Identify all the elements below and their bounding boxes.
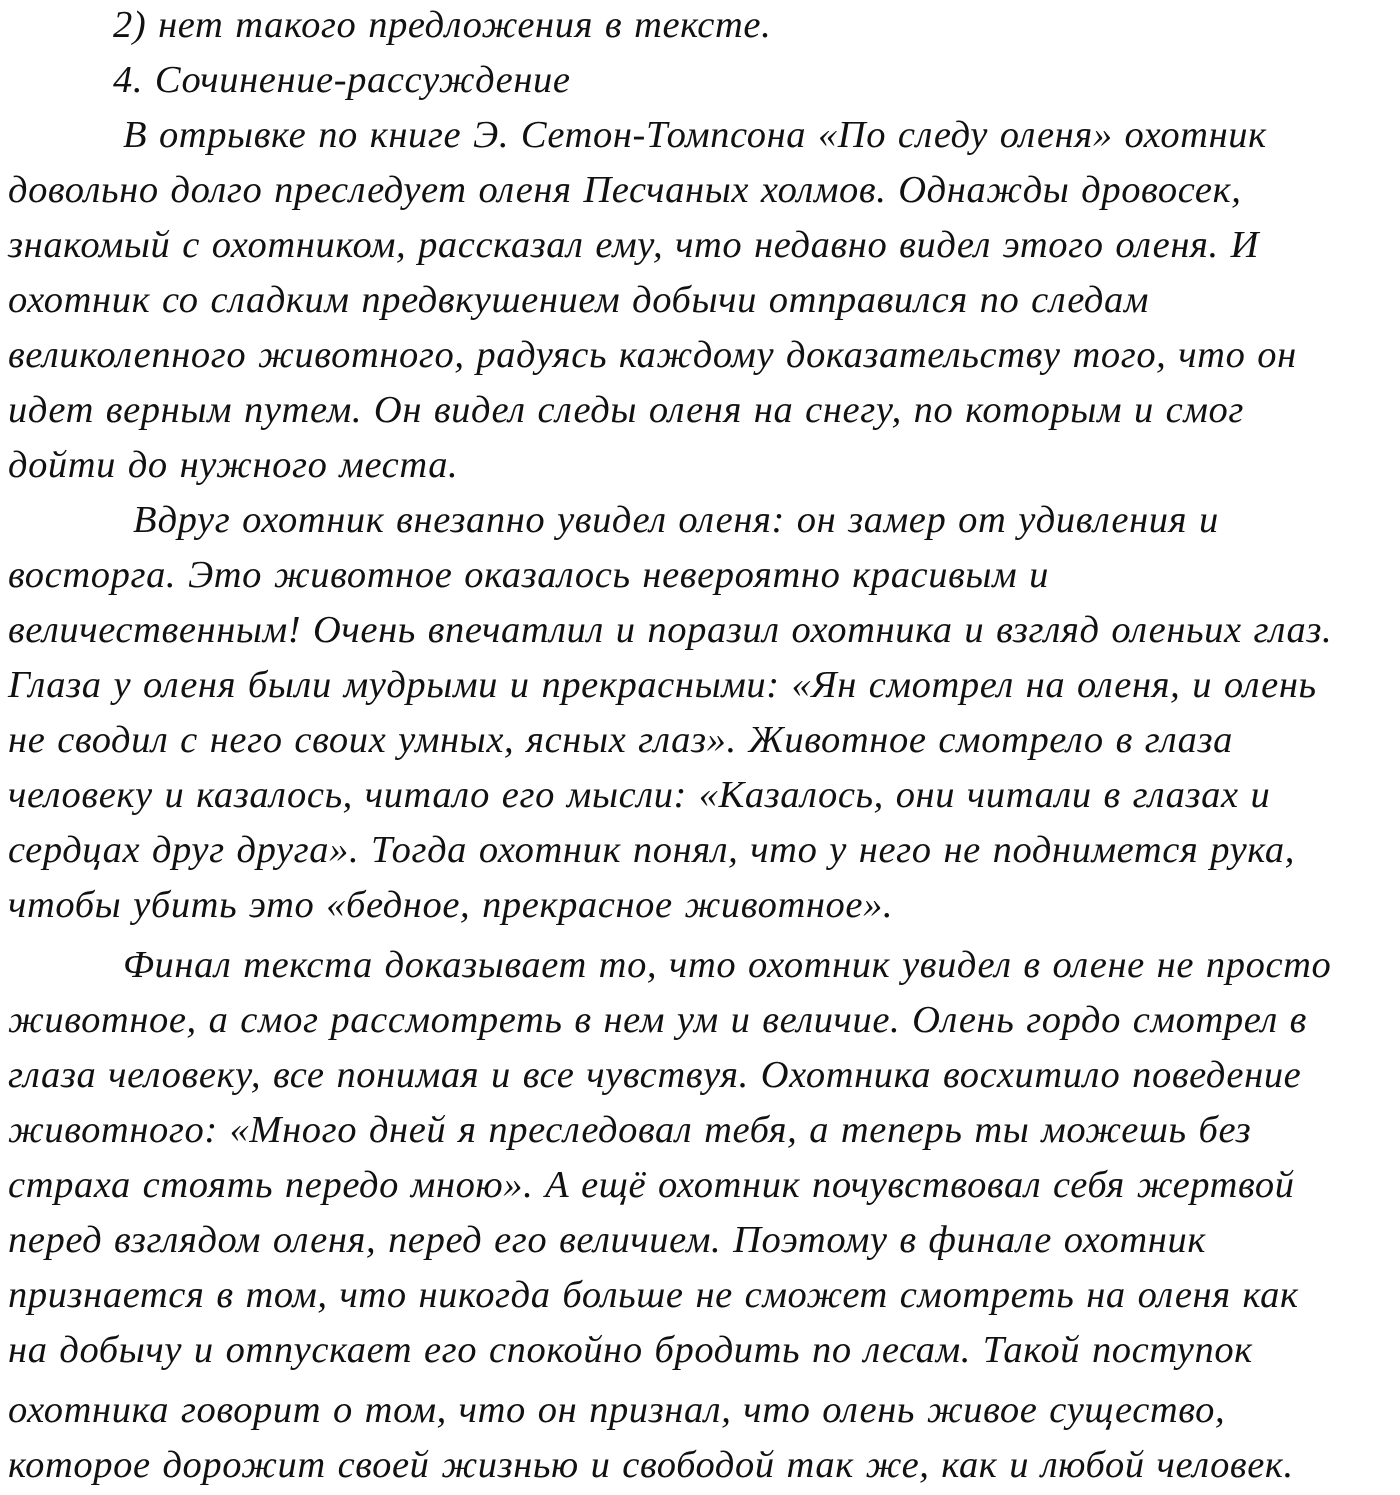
- paragraph-line: чтобы убить это «бедное, прекрасное животное».: [8, 884, 894, 926]
- paragraph-line: знакомый с охотником, рассказал ему, что недавно видел этого оленя. И: [8, 224, 1259, 266]
- paragraph-line: глаза человеку, все понимая и все чувствуя. Охотника восхитило поведение: [8, 1054, 1302, 1096]
- paragraph-line: животного: «Много дней я преследовал тебя, а теперь ты можешь без: [8, 1109, 1252, 1151]
- paragraph-line: охотника говорит о том, что он признал, что олень живое существо,: [8, 1389, 1226, 1431]
- paragraph-line: перед взглядом оленя, перед его величием. Поэтому в финале охотник: [8, 1219, 1206, 1261]
- paragraph-line: Вдруг охотник внезапно увидел оленя: он замер от удивления и: [133, 499, 1219, 541]
- paragraph-line: великолепного животного, радуясь каждому доказательству того, что он: [8, 334, 1297, 376]
- paragraph-line: которое дорожит своей жизнью и свободой так же, как и любой человек.: [8, 1444, 1294, 1486]
- answer-line: 2) нет такого предложения в тексте.: [113, 4, 772, 46]
- section-heading: 4. Сочинение-рассуждение: [113, 59, 571, 101]
- paragraph-line: сердцах друг друга». Тогда охотник понял, что у него не поднимется рука,: [8, 829, 1296, 871]
- paragraph-line: В отрывке по книге Э. Сетон-Томпсона «По следу оленя» охотник: [123, 114, 1267, 156]
- paragraph-line: страха стоять передо мною». А ещё охотник почувствовал себя жертвой: [8, 1164, 1295, 1206]
- paragraph-line: Глаза у оленя были мудрыми и прекрасными: «Ян смотрел на оленя, и олень: [8, 664, 1317, 706]
- paragraph-line: величественным! Очень впечатлил и поразил охотника и взгляд оленьих глаз.: [8, 609, 1333, 651]
- paragraph-line: на добычу и отпускает его спокойно бродить по лесам. Такой поступок: [8, 1329, 1253, 1371]
- paragraph-line: довольно долго преследует оленя Песчаных холмов. Однажды дровосек,: [8, 169, 1242, 211]
- paragraph-line: восторга. Это животное оказалось невероятно красивым и: [8, 554, 1049, 596]
- paragraph-line: не сводил с него своих умных, ясных глаз». Животное смотрело в глаза: [8, 719, 1233, 761]
- paragraph-line: человеку и казалось, читало его мысли: «Казалось, они читали в глазах и: [8, 774, 1271, 816]
- paragraph-line: идет верным путем. Он видел следы оленя на снегу, по которым и смог: [8, 389, 1244, 431]
- paragraph-line: признается в том, что никогда больше не сможет смотреть на оленя как: [8, 1274, 1299, 1316]
- paragraph-line: дойти до нужного места.: [8, 444, 459, 486]
- paragraph-line: Финал текста доказывает то, что охотник увидел в олене не просто: [123, 944, 1332, 986]
- paragraph-line: охотник со сладким предвкушением добычи отправился по следам: [8, 279, 1150, 321]
- paragraph-line: животное, а смог рассмотреть в нем ум и величие. Олень гордо смотрел в: [8, 999, 1307, 1041]
